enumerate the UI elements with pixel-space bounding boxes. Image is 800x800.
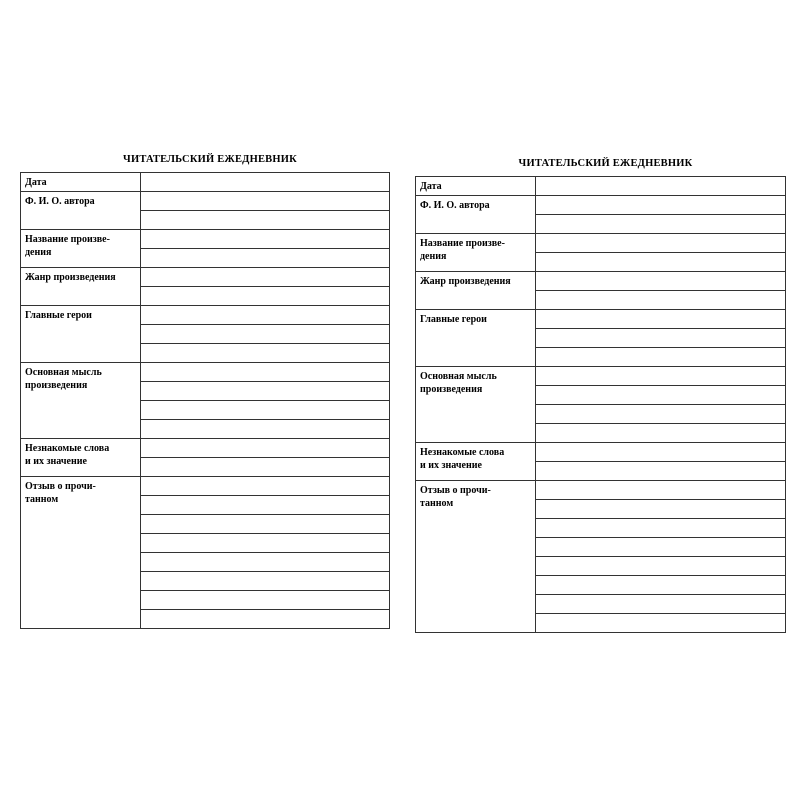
writing-line[interactable] xyxy=(141,572,390,591)
form-row xyxy=(416,481,786,500)
writing-line[interactable] xyxy=(536,348,786,367)
writing-line[interactable] xyxy=(536,481,786,500)
page-title: ЧИТАТЕЛЬСКИЙ ЕЖЕДНЕВНИК xyxy=(123,154,297,165)
writing-line[interactable] xyxy=(536,405,786,424)
writing-line[interactable] xyxy=(141,458,390,477)
writing-line[interactable] xyxy=(141,363,390,382)
writing-line[interactable] xyxy=(141,382,390,401)
writing-line[interactable] xyxy=(141,534,390,553)
form-row xyxy=(416,196,786,215)
writing-line[interactable] xyxy=(536,177,786,196)
writing-line[interactable] xyxy=(141,211,390,230)
form-row xyxy=(21,173,390,192)
field-label: Ф. И. О. автора xyxy=(21,192,141,230)
writing-line[interactable] xyxy=(536,462,786,481)
writing-line[interactable] xyxy=(536,291,786,310)
field-label: Дата xyxy=(21,173,141,192)
form-row xyxy=(21,192,390,211)
form-row xyxy=(416,443,786,462)
field-label: Незнакомые слова и их значение xyxy=(21,439,141,477)
writing-line[interactable] xyxy=(536,234,786,253)
writing-line[interactable] xyxy=(536,538,786,557)
form-row xyxy=(21,363,390,382)
form-row xyxy=(416,234,786,253)
form-row xyxy=(21,268,390,287)
form-row xyxy=(21,477,390,496)
field-label: Отзыв о прочи- танном xyxy=(21,477,141,629)
field-label: Основная мысль произведения xyxy=(416,367,536,443)
page-title: ЧИТАТЕЛЬСКИЙ ЕЖЕДНЕВНИК xyxy=(518,158,693,169)
writing-line[interactable] xyxy=(141,287,390,306)
field-label: Дата xyxy=(416,177,536,196)
writing-line[interactable] xyxy=(141,173,390,192)
writing-line[interactable] xyxy=(141,496,390,515)
form-row xyxy=(21,306,390,325)
writing-line[interactable] xyxy=(536,329,786,348)
reading-diary-form xyxy=(415,176,786,633)
field-label: Главные герои xyxy=(21,306,141,363)
field-label: Главные герои xyxy=(416,310,536,367)
writing-line[interactable] xyxy=(141,268,390,287)
writing-line[interactable] xyxy=(536,443,786,462)
form-row xyxy=(21,439,390,458)
reading-diary-page-left xyxy=(20,154,390,629)
field-label: Незнакомые слова и их значение xyxy=(416,443,536,481)
field-label: Ф. И. О. автора xyxy=(416,196,536,234)
writing-line[interactable] xyxy=(141,401,390,420)
reading-diary-form xyxy=(20,172,390,629)
writing-line[interactable] xyxy=(536,215,786,234)
writing-line[interactable] xyxy=(141,344,390,363)
writing-line[interactable] xyxy=(536,595,786,614)
field-label: Название произве- дения xyxy=(21,230,141,268)
writing-line[interactable] xyxy=(141,439,390,458)
form-row xyxy=(21,230,390,249)
writing-line[interactable] xyxy=(536,424,786,443)
writing-line[interactable] xyxy=(536,386,786,405)
writing-line[interactable] xyxy=(536,196,786,215)
field-label: Основная мысль произведения xyxy=(21,363,141,439)
writing-line[interactable] xyxy=(141,420,390,439)
field-label: Название произве- дения xyxy=(416,234,536,272)
writing-line[interactable] xyxy=(141,249,390,268)
field-label: Отзыв о прочи- танном xyxy=(416,481,536,633)
form-row xyxy=(416,177,786,196)
form-row xyxy=(416,310,786,329)
writing-line[interactable] xyxy=(141,515,390,534)
writing-line[interactable] xyxy=(536,310,786,329)
writing-line[interactable] xyxy=(536,576,786,595)
writing-line[interactable] xyxy=(536,367,786,386)
writing-line[interactable] xyxy=(536,272,786,291)
writing-line[interactable] xyxy=(141,230,390,249)
field-label: Жанр произведения xyxy=(21,268,141,306)
writing-line[interactable] xyxy=(536,500,786,519)
writing-line[interactable] xyxy=(141,591,390,610)
writing-line[interactable] xyxy=(141,192,390,211)
writing-line[interactable] xyxy=(536,614,786,633)
writing-line[interactable] xyxy=(536,557,786,576)
reading-diary-page-right xyxy=(415,158,786,633)
writing-line[interactable] xyxy=(141,477,390,496)
field-label: Жанр произведения xyxy=(416,272,536,310)
writing-line[interactable] xyxy=(141,306,390,325)
writing-line[interactable] xyxy=(141,325,390,344)
form-row xyxy=(416,367,786,386)
form-row xyxy=(416,272,786,291)
writing-line[interactable] xyxy=(141,553,390,572)
writing-line[interactable] xyxy=(536,519,786,538)
writing-line[interactable] xyxy=(536,253,786,272)
writing-line[interactable] xyxy=(141,610,390,629)
